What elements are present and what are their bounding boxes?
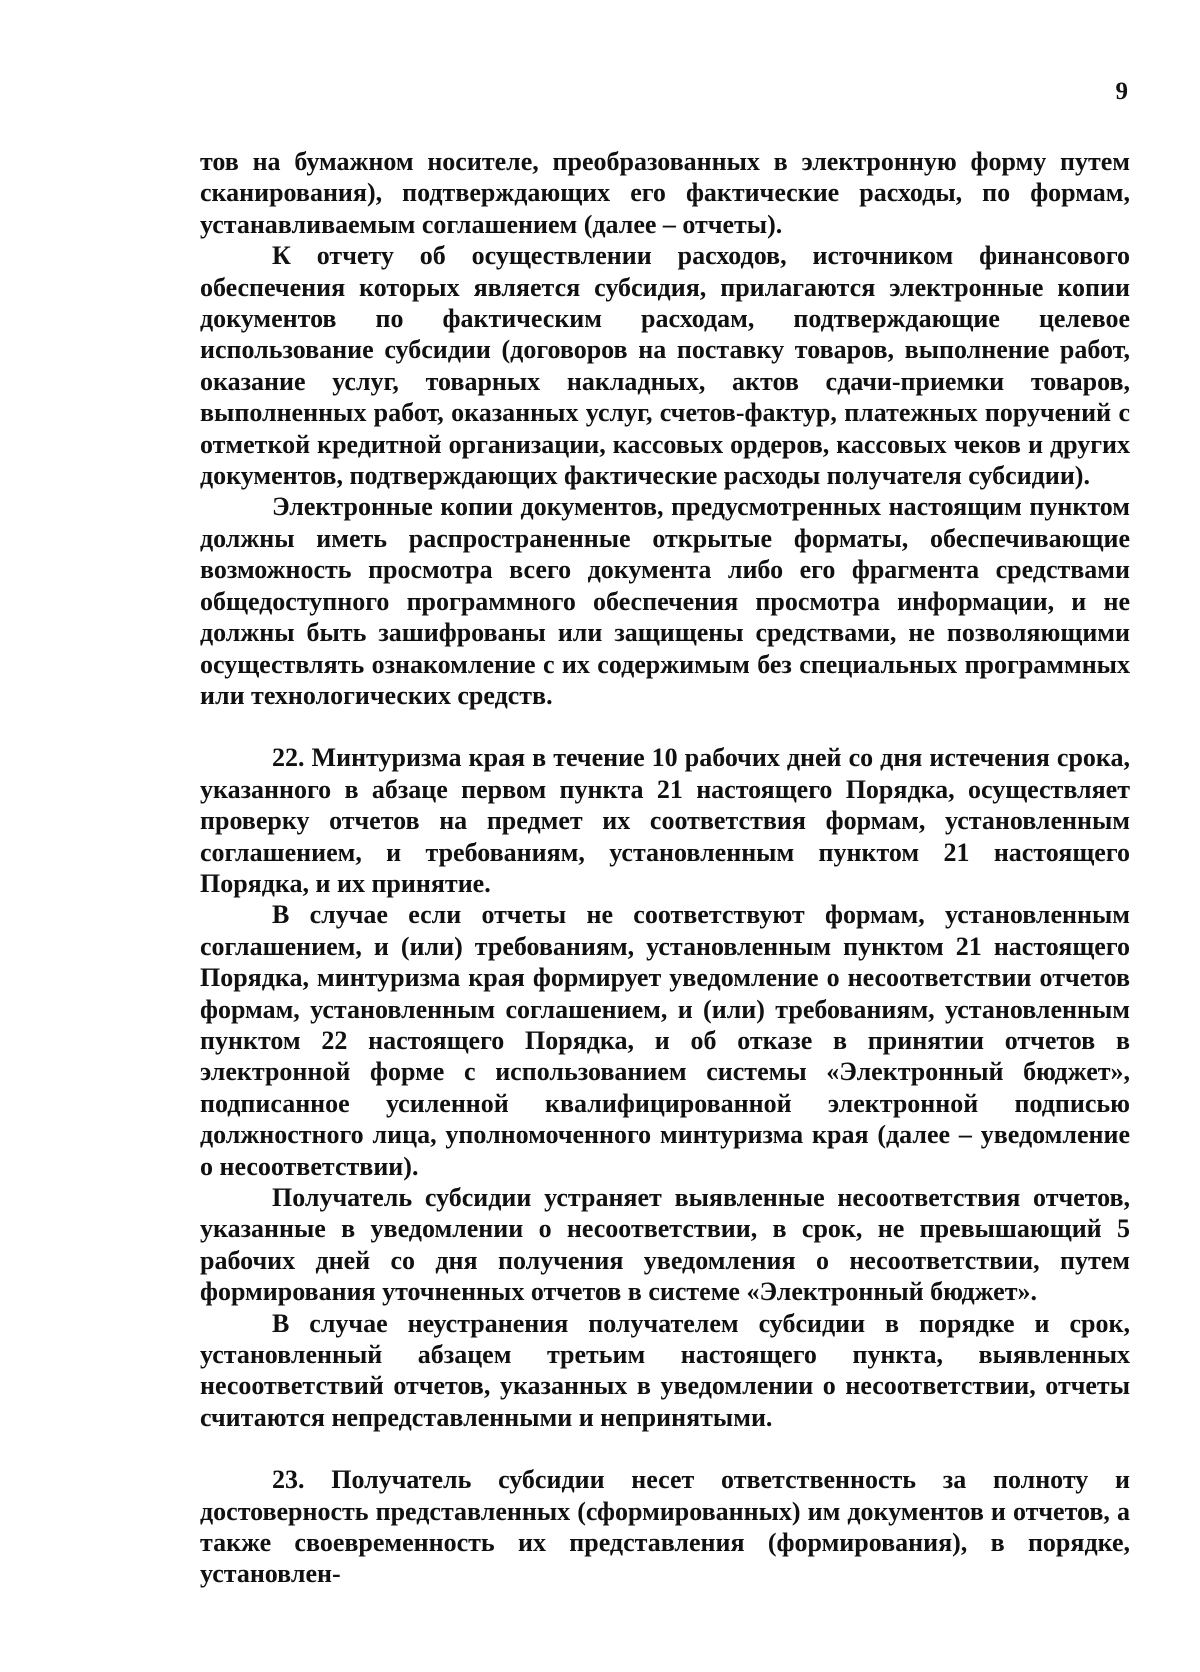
paragraph-item-23: 23. Получатель субсидии несет ответственность за полноту и достоверность представленных (сформированных) им документов и отчетов, а также своевременность их представления (формирования), в порядке, установлен- — [200, 1465, 1130, 1589]
paragraph-item-22: 22. Минтуризма края в течение 10 рабочих дней со дня истечения срока, указанного в абзаце первом пункта 21 настоящего Порядка, осуществляет проверку отчетов на предмет их соответствия формам, установленным соглашением, и требованиям, установленным пунктом 21 настоящего Порядка, и их принятие. — [200, 743, 1130, 898]
document-body — [200, 146, 1130, 1590]
paragraph-non-acceptance: В случае неустранения получателем субсидии в порядке и срок, установленный абзацем третьим настоящего пункта, выявленных несоответствий отчетов, указанных в уведомлении о несоответствии, отчеты считаются непредставленными и непринятыми. — [200, 1308, 1130, 1432]
section-gap — [200, 1433, 1130, 1464]
paragraph-electronic-copies: Электронные копии документов, предусмотренных настоящим пунктом должны иметь распространенные открытые форматы, обеспечивающие возможность просмотра всего документа либо его фрагмента средствами общедоступного программного обеспечения просмотра информации, и не должны быть зашифрованы или защищены средствами, не позволяющими осуществлять ознакомление с их содержимым без специальных программных или технологических средств. — [200, 492, 1130, 710]
paragraph-nonconformity-notice: В случае если отчеты не соответствуют формам, установленным соглашением, и (или) требованиям, установленным пунктом 21 настоящего Порядка, минтуризма края формирует уведомление о несоответствии отчетов формам, установленным соглашением, и (или) требованиям, установленным пунктом 22 настоящего Порядка, и об отказе в принятии отчетов в электронной форме с использованием системы «Электронный бюджет», подписанное усиленной квалифицированной электронной подписью должностного лица, уполномоченного минтуризма края (далее – уведомление о несоответствии). — [200, 900, 1130, 1181]
paragraph-continuation: тов на бумажном носителе, преобразованных в электронную форму путем сканирования), подтверждающих его фактические расходы, по формам, устанавливаемым соглашением (далее – отчеты). — [200, 147, 1130, 239]
paragraph-report-attachments: К отчету об осуществлении расходов, источником финансового обеспечения которых является субсидия, прилагаются электронные копии документов по фактическим расходам, подтверждающие целевое использование субсидии (договоров на поставку товаров, выполнение работ, оказание услуг, товарных накладных, актов сдачи-приемки товаров, выполненных работ, оказанных услуг, счетов-фактур, платежных поручений с отметкой кредитной организации, кассовых ордеров, кассовых чеков и других документов, подтверждающих фактические расходы получателя субсидии). — [200, 241, 1130, 491]
paragraph-correction-deadline: Получатель субсидии устраняет выявленные несоответствия отчетов, указанные в уведомлении о несоответствии, в срок, не превышающий 5 рабочих дней со дня получения уведомления о несоответствии, путем формирования уточненных отчетов в системе «Электронный бюджет». — [200, 1183, 1130, 1307]
section-gap — [200, 711, 1130, 742]
page-number: 9 — [1115, 78, 1128, 105]
